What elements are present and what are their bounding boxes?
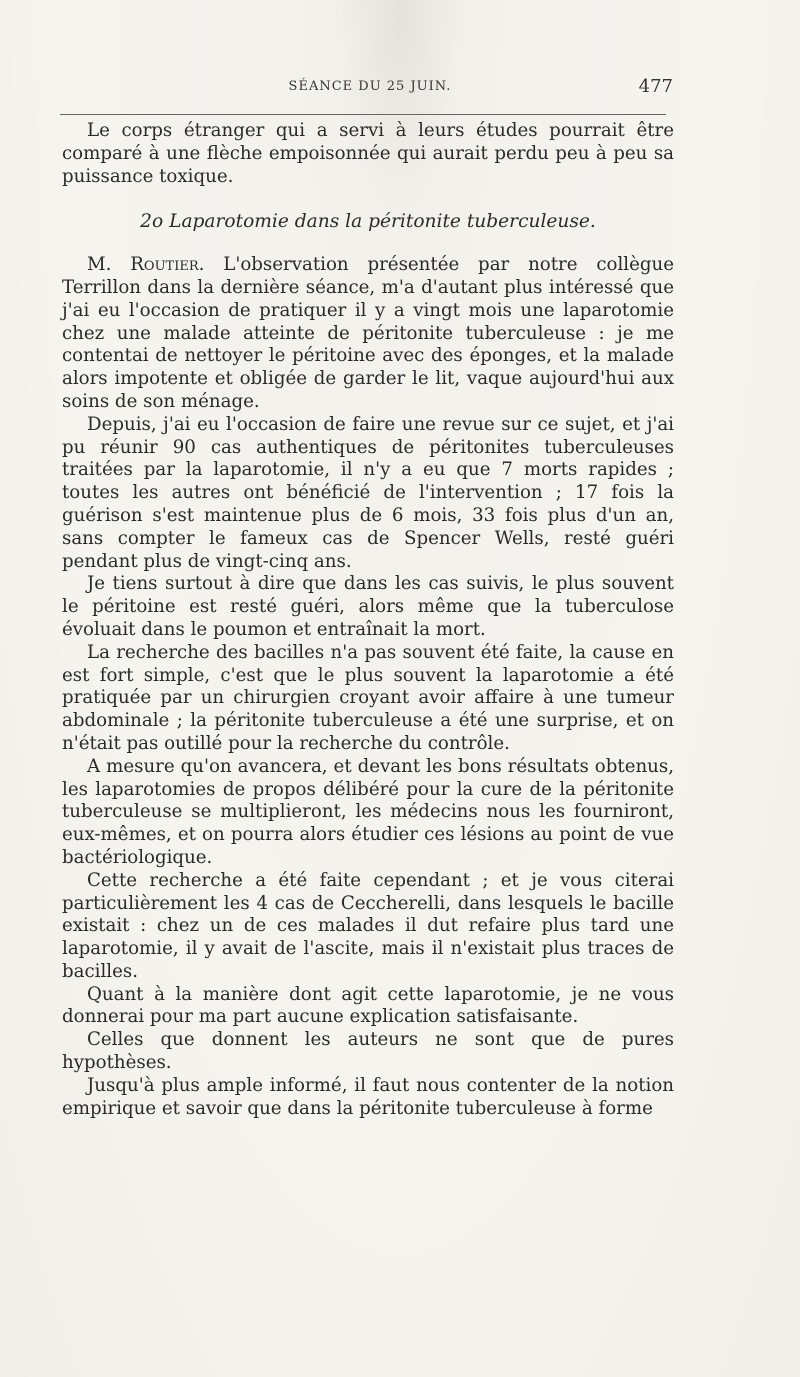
paragraph-intro: Le corps étranger qui a servi à leurs études pourrait être comparé à une flèche empoisonnée qui aurait perdu peu à peu sa puissance toxique. bbox=[62, 120, 674, 187]
paragraph: Je tiens surtout à dire que dans les cas suivis, le plus souvent le péritoine est resté guéri, alors même que la tuberculose évoluait dans le poumon et entraînait la mort. bbox=[62, 573, 674, 640]
paragraph-text: L'observation présentée par notre collègue Terrillon dans la dernière séance, m'a d'autant plus intéressé que j'ai eu l'occasion de pratiquer il y a vingt mois une laparotomie chez une malade atteinte de péritonite tuberculeuse : je me contentai de nettoyer le péritoine avec des éponges, et la malade alors impotente et obligée de garder le lit, vaque aujourd'hui aux soins de son ménage. bbox=[62, 254, 674, 412]
section-number: 2o bbox=[140, 211, 164, 233]
paragraph: Cette recherche a été faite cependant ; et je vous citerai particulièrement les 4 cas de Ceccherelli, dans lesquels le bacille existait : chez un de ces malades il dut refaire plus tard une laparotomie, il y avait de l'ascite, mais il n'existait plus traces de bacilles. bbox=[62, 869, 674, 982]
paragraph: Jusqu'à plus ample informé, il faut nous contenter de la notion empirique et savoir que dans la péritonite tuberculeuse à forme bbox=[62, 1074, 674, 1119]
section-title-text: Laparotomie dans la péritonite tuberculeuse. bbox=[169, 211, 596, 233]
page-number: 477 bbox=[638, 76, 673, 97]
body-text bbox=[62, 120, 674, 1120]
paragraph: A mesure qu'on avancera, et devant les bons résultats obtenus, les laparotomies de propos délibéré pour la cure de la péritonite tuberculeuse se multiplieront, les médecins nous les fourniront, eux-mêmes, et on pourra alors étudier ces lésions au point de vue bactériologique. bbox=[62, 755, 674, 868]
paragraph bbox=[62, 254, 674, 414]
paragraph: Depuis, j'ai eu l'occasion de faire une revue sur ce sujet, et j'ai pu réunir 90 cas authentiques de péritonites tuberculeuses traitées par la laparotomie, il n'y a eu que 7 morts rapides ; toutes les autres ont bénéficié de l'intervention ; 17 fois la guérison s'est maintenue plus de 6 mois, 33 fois plus d'un an, sans compter le fameux cas de Spencer Wells, resté guéri pendant plus de vingt-cinq ans. bbox=[62, 413, 674, 572]
paragraph: Celles que donnent les auteurs ne sont que de pures hypothèses. bbox=[62, 1029, 674, 1074]
header-rule bbox=[60, 114, 666, 115]
paragraph: Quant à la manière dont agit cette laparotomie, je ne vous donnerai pour ma part aucune explication satisfaisante. bbox=[62, 983, 674, 1028]
page-header bbox=[60, 74, 680, 104]
paragraph: La recherche des bacilles n'a pas souvent été faite, la cause en est fort simple, c'est que le plus souvent la laparotomie a été pratiquée par un chirurgien croyant avoir affaire à une tumeur abdominale ; la péritonite tuberculeuse a été une surprise, et on n'était pas outillé pour la recherche du contrôle. bbox=[62, 641, 674, 754]
running-head: SÉANCE DU 25 JUIN. bbox=[288, 79, 452, 94]
section-title bbox=[62, 211, 674, 234]
speaker-name: M. Routier. bbox=[87, 254, 205, 276]
